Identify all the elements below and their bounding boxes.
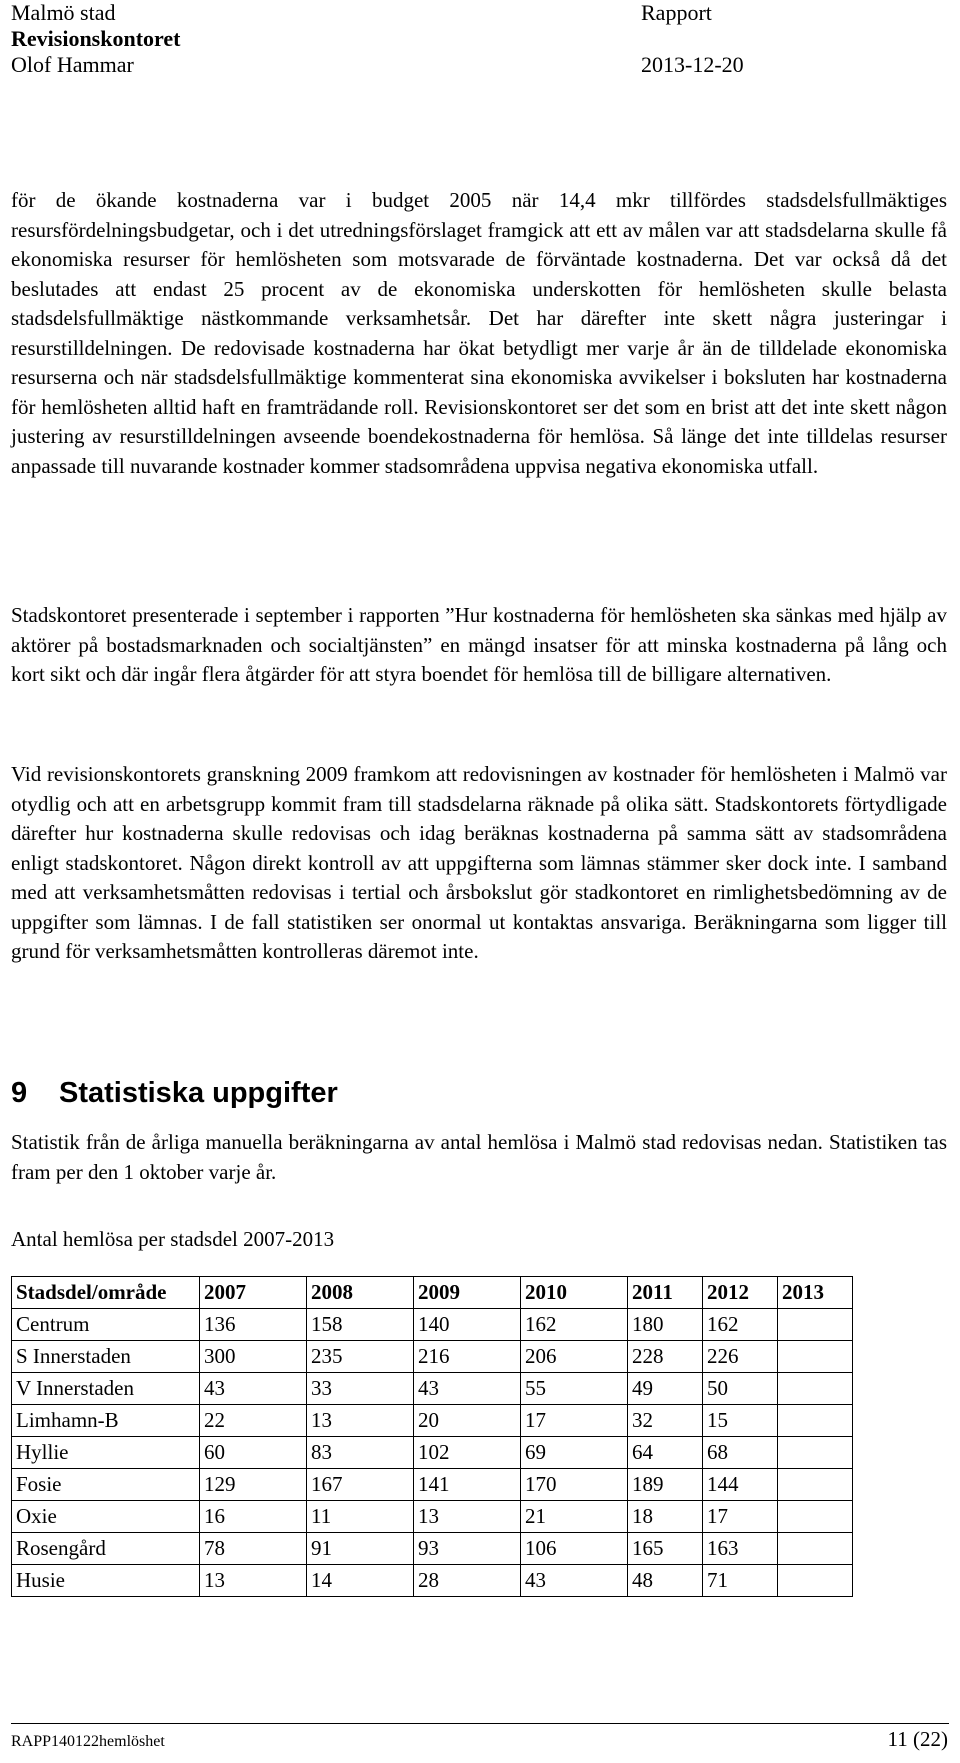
district-cell: Fosie xyxy=(12,1469,200,1501)
count-cell xyxy=(778,1341,853,1373)
count-cell xyxy=(778,1565,853,1597)
count-cell: 43 xyxy=(521,1565,628,1597)
district-cell: V Innerstaden xyxy=(12,1373,200,1405)
table-row xyxy=(12,1437,853,1469)
count-cell: 228 xyxy=(628,1341,703,1373)
homeless-stats-table xyxy=(11,1276,853,1597)
count-cell: 32 xyxy=(628,1405,703,1437)
district-cell: Oxie xyxy=(12,1501,200,1533)
table-row xyxy=(12,1565,853,1597)
count-cell: 13 xyxy=(307,1405,414,1437)
column-header: 2013 xyxy=(778,1277,853,1309)
column-header: 2012 xyxy=(703,1277,778,1309)
paragraph-text: Stadskontoret presenterade i september i rapporten ”Hur kostnaderna för hemlösheten ska sänkas med hjälp av aktörer på bostadsmarknaden och socialtjänsten” en mängd insatser för att minska kostnaderna på lång och kort sikt och där ingår flera åtgärder för att styra boendet för hemlösa till de billigare alternativen. xyxy=(11,603,947,686)
count-cell: 102 xyxy=(414,1437,521,1469)
district-cell: Centrum xyxy=(12,1309,200,1341)
count-cell: 78 xyxy=(200,1533,307,1565)
count-cell xyxy=(778,1373,853,1405)
table-caption: Antal hemlösa per stadsdel 2007-2013 xyxy=(11,1227,335,1251)
count-cell: 71 xyxy=(703,1565,778,1597)
paragraph-statistik xyxy=(11,1128,947,1187)
count-cell: 158 xyxy=(307,1309,414,1341)
count-cell: 13 xyxy=(200,1565,307,1597)
count-cell: 141 xyxy=(414,1469,521,1501)
count-cell: 106 xyxy=(521,1533,628,1565)
count-cell: 17 xyxy=(703,1501,778,1533)
count-cell: 180 xyxy=(628,1309,703,1341)
section-title: Statistiska uppgifter xyxy=(59,1077,338,1109)
count-cell: 28 xyxy=(414,1565,521,1597)
count-cell: 129 xyxy=(200,1469,307,1501)
column-header: 2009 xyxy=(414,1277,521,1309)
column-header: Stadsdel/område xyxy=(12,1277,200,1309)
count-cell: 11 xyxy=(307,1501,414,1533)
count-cell: 83 xyxy=(307,1437,414,1469)
footer-filename: RAPP140122hemlöshet xyxy=(11,1733,165,1750)
district-cell: Hyllie xyxy=(12,1437,200,1469)
count-cell: 170 xyxy=(521,1469,628,1501)
count-cell: 163 xyxy=(703,1533,778,1565)
paragraph-text: Vid revisionskontorets granskning 2009 framkom att redovisningen av kostnader för hemlösheten i Malmö var otydlig och att en arbetsgrupp kommit fram till stadsdelarna räknade på olika sätt. Stadskontorets förtydligade därefter hur kostnaderna skulle redovisas och idag beräknas kostnaderna på samma sätt av stadsområdena enligt stadskontoret. Någon direkt kontroll av att uppgifterna som lämnas stämmer sker dock inte. I samband med att verksamhetsmåtten redovisas i tertial och årsbokslut gör stadkontoret en rimlighetsbedömning av de uppgifter som lämnas. I de fall statistiken ser onormal ut kontaktas ansvariga. Beräkningarna som ligger till grund för verksamhetsmåtten kontrolleras däremot inte. xyxy=(11,762,947,963)
count-cell xyxy=(778,1309,853,1341)
header-doc-type: Rapport xyxy=(641,0,712,25)
district-cell: Limhamn-B xyxy=(12,1405,200,1437)
section-heading xyxy=(11,1075,338,1111)
paragraph-stadskontoret xyxy=(11,601,947,690)
table-header-row xyxy=(12,1277,853,1309)
count-cell: 60 xyxy=(200,1437,307,1469)
header-date: 2013-12-20 xyxy=(641,52,744,77)
count-cell: 55 xyxy=(521,1373,628,1405)
count-cell: 162 xyxy=(703,1309,778,1341)
count-cell: 144 xyxy=(703,1469,778,1501)
count-cell xyxy=(778,1405,853,1437)
district-cell: S Innerstaden xyxy=(12,1341,200,1373)
count-cell: 140 xyxy=(414,1309,521,1341)
count-cell: 49 xyxy=(628,1373,703,1405)
table-row xyxy=(12,1373,853,1405)
count-cell: 43 xyxy=(414,1373,521,1405)
count-cell: 91 xyxy=(307,1533,414,1565)
column-header: 2007 xyxy=(200,1277,307,1309)
count-cell: 50 xyxy=(703,1373,778,1405)
count-cell: 14 xyxy=(307,1565,414,1597)
table-row xyxy=(12,1309,853,1341)
header-department: Revisionskontoret xyxy=(11,26,181,51)
header-author: Olof Hammar xyxy=(11,52,134,77)
count-cell: 33 xyxy=(307,1373,414,1405)
section-number: 9 xyxy=(11,1077,28,1109)
paragraph-budget xyxy=(11,186,947,481)
district-cell: Husie xyxy=(12,1565,200,1597)
count-cell: 22 xyxy=(200,1405,307,1437)
count-cell: 216 xyxy=(414,1341,521,1373)
count-cell: 93 xyxy=(414,1533,521,1565)
count-cell: 48 xyxy=(628,1565,703,1597)
count-cell: 18 xyxy=(628,1501,703,1533)
count-cell: 21 xyxy=(521,1501,628,1533)
count-cell: 226 xyxy=(703,1341,778,1373)
column-header: 2010 xyxy=(521,1277,628,1309)
count-cell: 15 xyxy=(703,1405,778,1437)
count-cell: 206 xyxy=(521,1341,628,1373)
count-cell xyxy=(778,1533,853,1565)
header-org: Malmö stad xyxy=(11,0,116,25)
paragraph-granskning xyxy=(11,760,947,967)
count-cell: 235 xyxy=(307,1341,414,1373)
table-body xyxy=(12,1309,853,1597)
count-cell xyxy=(778,1501,853,1533)
count-cell: 17 xyxy=(521,1405,628,1437)
count-cell: 162 xyxy=(521,1309,628,1341)
table-row xyxy=(12,1341,853,1373)
count-cell: 69 xyxy=(521,1437,628,1469)
district-cell: Rosengård xyxy=(12,1533,200,1565)
table-row xyxy=(12,1405,853,1437)
page-header xyxy=(11,0,951,78)
count-cell: 20 xyxy=(414,1405,521,1437)
count-cell: 64 xyxy=(628,1437,703,1469)
count-cell: 165 xyxy=(628,1533,703,1565)
count-cell: 167 xyxy=(307,1469,414,1501)
table-row xyxy=(12,1469,853,1501)
column-header: 2011 xyxy=(628,1277,703,1309)
count-cell: 43 xyxy=(200,1373,307,1405)
count-cell xyxy=(778,1469,853,1501)
table-row xyxy=(12,1501,853,1533)
count-cell: 68 xyxy=(703,1437,778,1469)
count-cell xyxy=(778,1437,853,1469)
footer-divider xyxy=(11,1723,949,1724)
count-cell: 136 xyxy=(200,1309,307,1341)
count-cell: 300 xyxy=(200,1341,307,1373)
count-cell: 189 xyxy=(628,1469,703,1501)
paragraph-text: för de ökande kostnaderna var i budget 2005 när 14,4 mkr tillfördes stadsdelsfullmäktiges resursfördelningsbudgetar, och i det utredningsförslaget framgick att ett av målen var att stadsdelarna skulle få ekonomiska resurser för hemlösheten som motsvarade de förväntade kostnaderna. Det var också då det beslutades att endast 25 procent av de ekonomiska underskotten för hemlösheten skulle belasta stadsdelsfullmäktige nästkommande verksamhetsår. Det har därefter inte skett några justeringar i resurstilldelningen. De redovisade kostnaderna har ökat betydligt mer varje år än de tilldelade ekonomiska resurserna och när stadsdelsfullmäktige kommenterat sina ekonomiska avvikelser i boksluten har kostnaderna för hemlösheten alltid haft en framträdande roll. Revisionskontoret ser det som en brist att det inte skett någon justering av resurstilldelningen avseende boendekostnaderna för hemlösa. Så länge det inte tilldelas resurser anpassade till nuvarande kostnader kommer stadsområdena uppvisa negativa ekonomiska utfall. xyxy=(11,188,947,478)
column-header: 2008 xyxy=(307,1277,414,1309)
paragraph-text: Statistik från de årliga manuella beräkningarna av antal hemlösa i Malmö stad redovisas nedan. Statistiken tas fram per den 1 oktober varje år. xyxy=(11,1130,947,1184)
count-cell: 13 xyxy=(414,1501,521,1533)
count-cell: 16 xyxy=(200,1501,307,1533)
footer-page-number: 11 (22) xyxy=(887,1727,948,1751)
table-row xyxy=(12,1533,853,1565)
